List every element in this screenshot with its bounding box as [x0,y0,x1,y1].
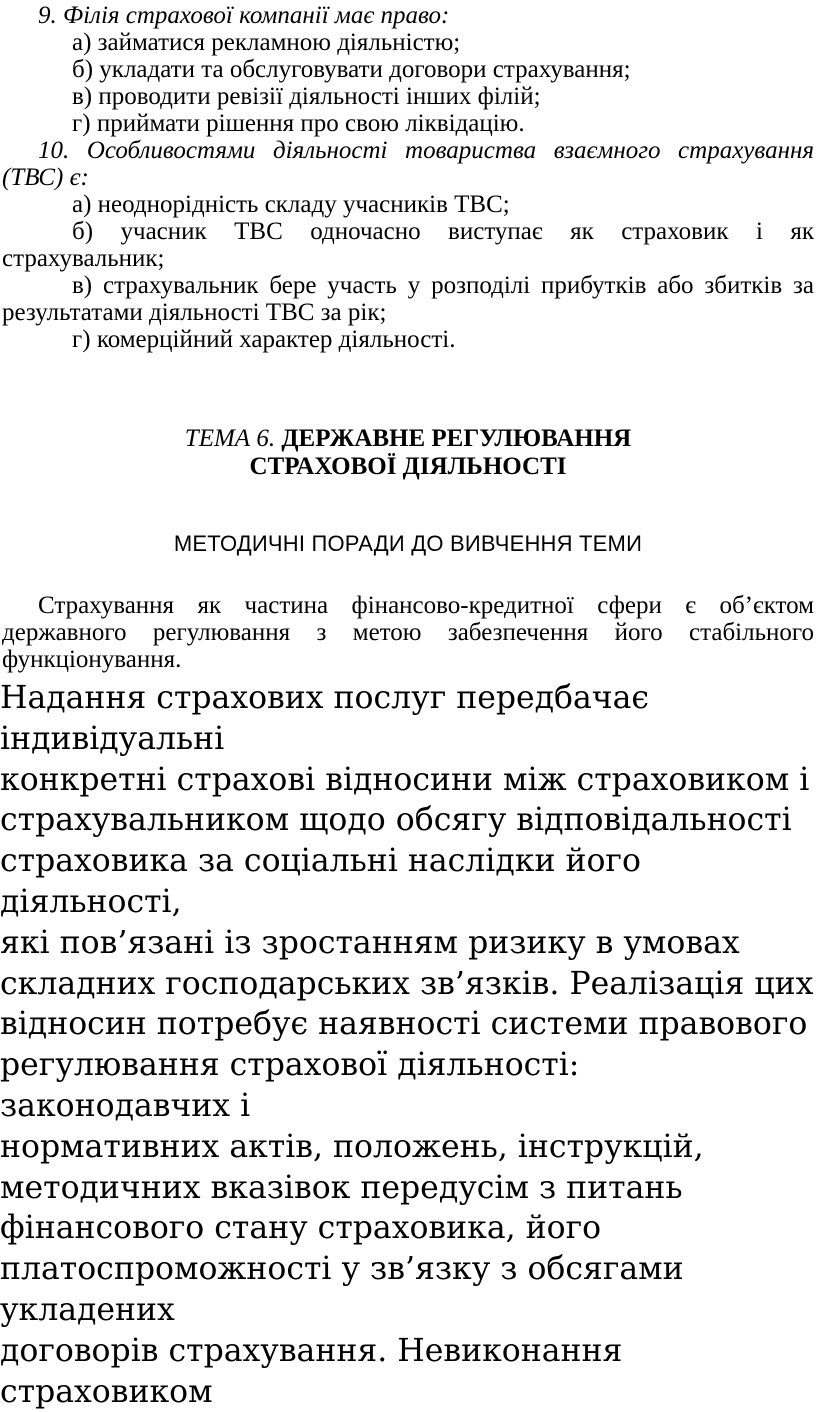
question-10-number: 10. [38,137,70,164]
intro-line-2: державного регулювання з метою забезпечення його стабільного [2,619,814,646]
question-10-text: Особливостями діяльності товариства взаємного страхування [86,137,815,164]
intro-line-1: Страхування як частина фінансово-кредитної сфери є об’єктом [38,592,814,619]
question-10-option-c: в) страхувальник бере участь у розподілі прибутків або збитків за [72,272,814,299]
question-10-option-b: б) учасник ТВС одночасно виступає як страховик і як [72,218,814,245]
question-10-option-a: а) неоднорідність складу учасників ТВС; [72,191,510,218]
question-9-option-c: в) проводити ревізії діяльності інших філій; [72,83,541,110]
question-10-prompt-cont: (ТВС) є: [2,164,89,191]
question-10-option-d: г) комерційний характер діяльності. [72,326,456,353]
topic-title-line2: СТРАХОВОЇ ДІЯЛЬНОСТІ [249,453,567,480]
large-paragraph: Надання страхових послуг передбачає індивідуальні конкретні страхові відносини між страховиком і страхувальником щодо обсягу відповідальності страховика за соціальні наслідки його діяльності, які пов’язані із зростанням ризику в умовах складних господарських зв’язків. Реалізація цих відносин потребує наявності системи правового регулювання страхової діяльності: законодавчих і нормативних актів, положень, інструкцій, методичних вказівок передусім з питань фінансового стану страховика, його платоспроможності у зв’язку з обсягами укладених договорів страхування. Невиконання страховиком [0,680,814,1410]
intro-line-3: функціонування. [2,646,182,673]
topic-title-text: ДЕРЖАВНЕ РЕГУЛЮВАННЯ [281,425,632,452]
topic-label: ТЕМА 6. [184,425,276,452]
section-heading: МЕТОДИЧНІ ПОРАДИ ДО ВИВЧЕННЯ ТЕМИ [173,531,643,556]
question-9-text: Філія страхової компанії має право: [63,2,450,29]
question-9-option-b: б) укладати та обслуговувати договори страхування; [72,56,631,83]
question-10-option-b-cont: страхувальник; [2,245,165,272]
question-9-option-a: а) займатися рекламною діяльністю; [72,29,461,56]
topic-title-line1 [0,423,816,454]
question-10-option-c-cont: результатами діяльності ТВС за рік; [2,299,387,326]
question-9-number: 9. [38,2,57,29]
question-9-option-d: г) приймати рішення про свою ліквідацію. [72,110,525,137]
